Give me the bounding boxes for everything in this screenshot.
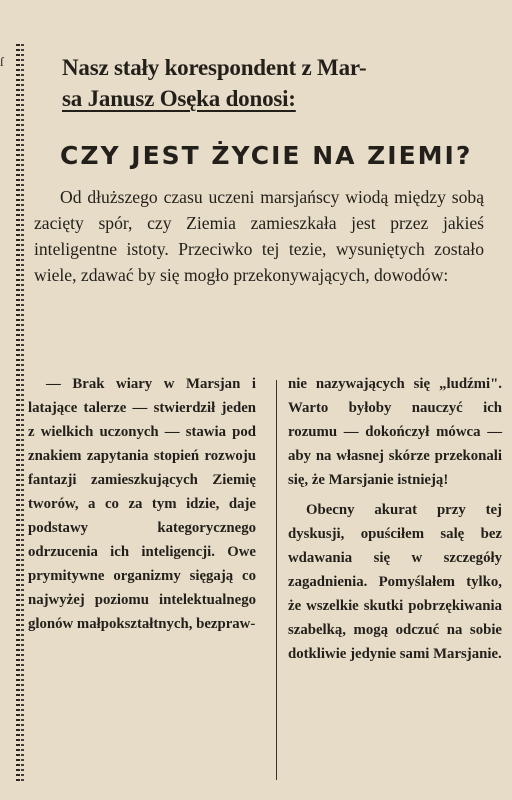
lead-text: Od dłuższego czasu uczeni marsjańscy wiodą między sobą zacięty spór, czy Ziemia zamieszkała jest przez jakieś inteligentne istoty. Przeciwko tej tezie, wysuniętych zostało wiele, zdawać by się mogło przekonywających, dowodów:: [34, 187, 484, 285]
column-left: [28, 372, 256, 642]
article-title: CZY JEST ŻYCIE NA ZIEMI?: [60, 141, 473, 170]
dashed-column-rule: [16, 44, 20, 782]
headline-line-1: Nasz stały korespondent z Mar-: [62, 55, 367, 80]
column-right: [288, 372, 502, 672]
column-right-paragraph-2: Obecny akurat przy tej dyskusji, opuściłem salę bez wdawania się w szczegóły zagadnienia. Pomyślałem tylko, że wszelkie skutki pobrzękiwania szabelką, mogą odczuć na sobie dotkliwie jedynie sami Marsjanie.: [288, 502, 502, 662]
lead-paragraph: [34, 184, 484, 288]
previous-column-fragment: ſ: [0, 54, 4, 69]
column-divider: [276, 380, 277, 780]
column-left-paragraph-1: — Brak wiary w Marsjan i latające talerze — stwierdził jeden z wielkich uczonych — stawia pod znakiem zapytania stopień rozwoju fantazji zamieszkujących Ziemię tworów, a co za tym idzie, daje podstawy kategorycznego odrzucenia ich inteligencji. Owe prymitywne organizmy sięgają co najwyżej poziomu intelektualnego glonów małpokształtnych, bezpraw-: [28, 376, 256, 632]
dashed-column-rule-inner: [21, 44, 24, 782]
column-right-paragraph-1: nie nazywających się „ludźmi". Warto byłoby nauczyć ich rozumu — dokończył mówca — aby na własnej skórze przekonali się, że Marsjanie istnieją!: [288, 376, 502, 488]
headline-line-2: sa Janusz Osęka donosi:: [62, 86, 296, 111]
previous-column-edge: [0, 50, 8, 74]
headline: [62, 52, 492, 114]
